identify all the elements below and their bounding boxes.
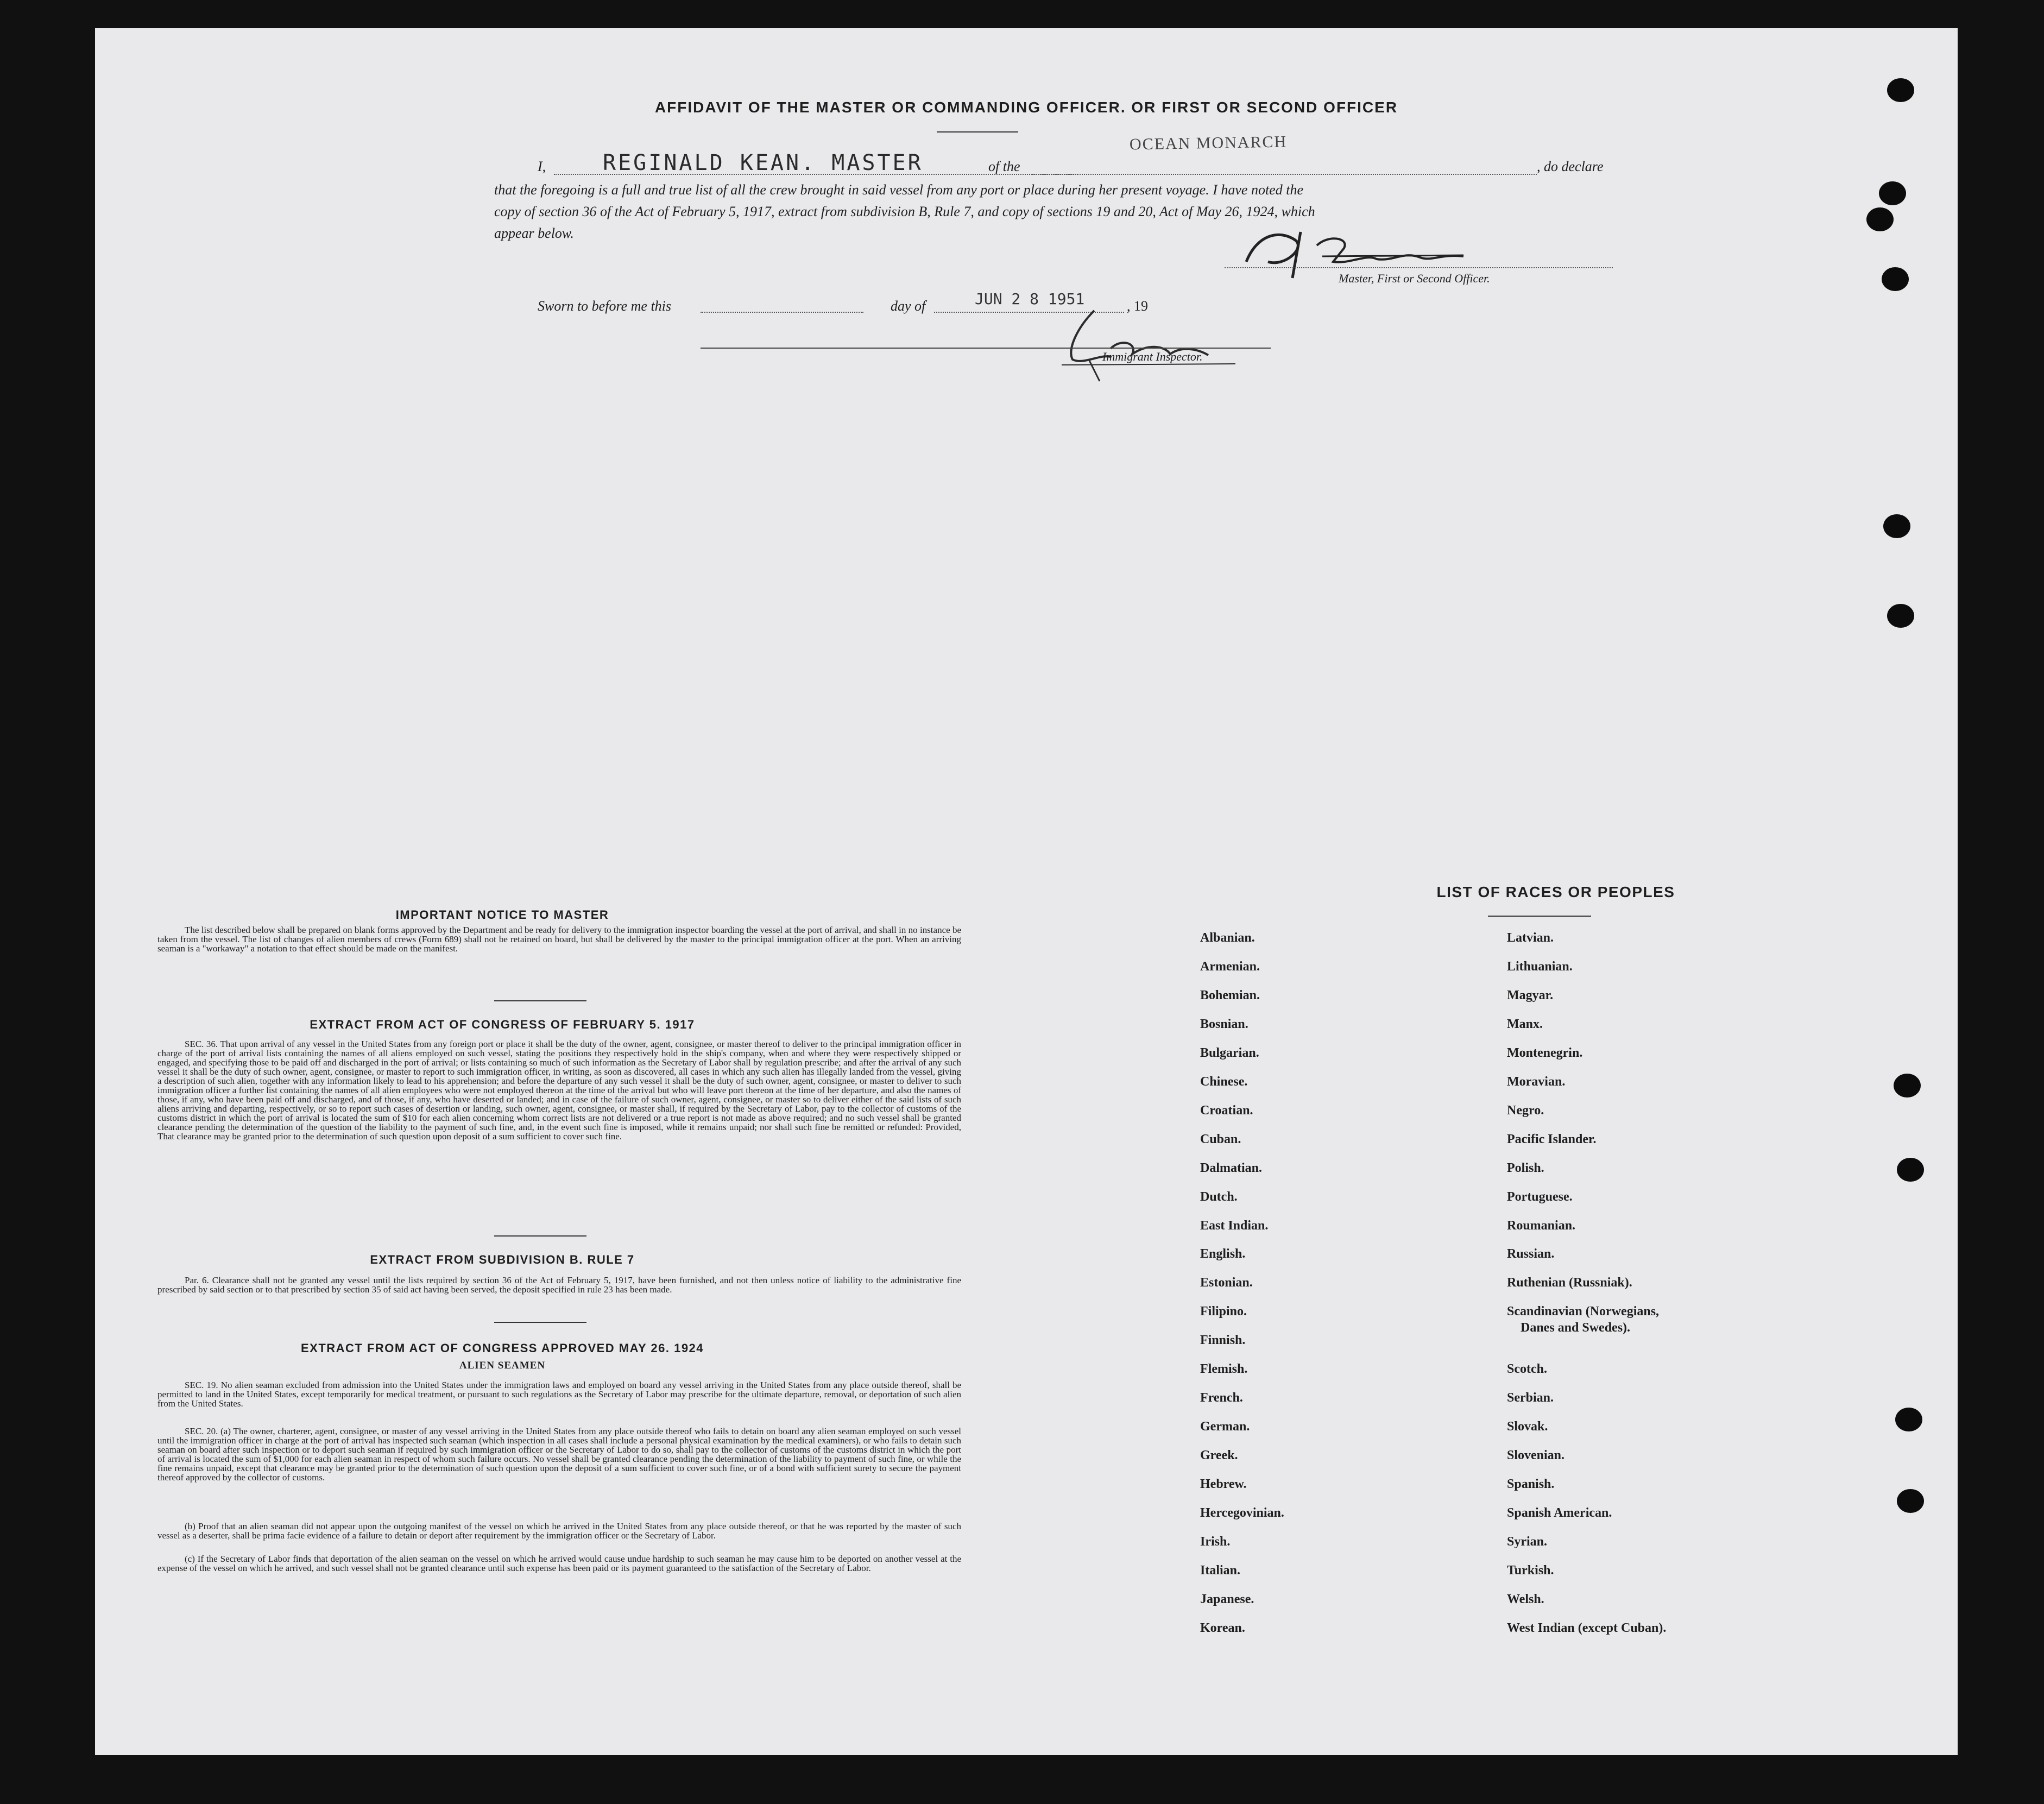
race-item: Serbian. (1507, 1391, 1554, 1405)
extract-1924-sec19: SEC. 19. No alien seaman excluded from admission into the United States under the immigration laws and employed on board any vessel arriving in the United States from any place outside thereof, shall be permitted to land in the United States, except temporarily for medical treatment, or pursuant to such regulations as the Secretary of Labor may prescribe for the ultimate departure, removal, or deportation of such alien from the United States. (157, 1380, 961, 1409)
race-item: Syrian. (1507, 1535, 1548, 1549)
race-item: Slovak. (1507, 1420, 1548, 1434)
document-page (95, 28, 1958, 1755)
races-title: LIST OF RACES OR PEOPLES (1436, 884, 1675, 900)
race-item: Bulgarian. (1200, 1046, 1259, 1060)
race-item: Pacific Islander. (1507, 1132, 1597, 1146)
race-item: Hercegovinian. (1200, 1506, 1284, 1520)
notice-body: The list described below shall be prepared on blank forms approved by the Department and be ready for delivery to the immigration inspector boarding the vessel at the port of arrival, and shall in no instance be taken from the vessel. The list of changes of alien members of crews (Form 689) shall not be retained on board, but shall be delivered by the master to the principal immigration officer at the port. When an arriving seaman is a "workaway" a notation to that effect should be made on the manifest. (157, 925, 961, 954)
race-item: Irish. (1200, 1535, 1231, 1549)
do-declare: , do declare (1537, 159, 1604, 174)
year-prefix: , 19 (1127, 298, 1148, 314)
date-stamp: JUN 2 8 1951 (975, 290, 1085, 308)
punch-hole (1887, 604, 1914, 628)
inspector-signature (1018, 294, 1246, 387)
race-item: Greek. (1200, 1448, 1238, 1462)
vessel-name-stamp: OCEAN MONARCH (1129, 133, 1288, 154)
race-item: Albanian. (1200, 931, 1255, 945)
race-item: Finnish. (1200, 1333, 1246, 1347)
race-item: West Indian (except Cuban). (1507, 1621, 1667, 1635)
race-item: Cuban. (1200, 1132, 1241, 1146)
race-item: Negro. (1507, 1103, 1544, 1118)
race-item: Scotch. (1507, 1362, 1547, 1376)
race-item: Armenian. (1200, 960, 1260, 974)
extract-1924-sec20b: (b) Proof that an alien seaman did not appear upon the outgoing manifest of the vessel on which he arrived in the United States from any place outside thereof, or that he was reported by the master of such vessel as a deserter, shall be prima facie evidence of a failure to detain or deport after requirement by the immigration officer or the Secretary of Labor. (157, 1521, 961, 1541)
affidavit-line-3: copy of section 36 of the Act of February 5, 1917, extract from subdivision B, Rule 7, and copy of sections 19 and 20, Act of May 26, 1924, which (494, 204, 1315, 219)
master-signature-line (1225, 267, 1613, 268)
separator (494, 1000, 586, 1001)
sworn-day-line (701, 312, 863, 313)
race-item: Scandinavian (Norwegians, (1507, 1304, 1660, 1319)
race-item: Bohemian. (1200, 988, 1260, 1002)
race-item: Spanish American. (1507, 1506, 1612, 1520)
vessel-line (1029, 174, 1537, 175)
race-item: Portuguese. (1507, 1190, 1573, 1204)
race-item: French. (1200, 1391, 1243, 1405)
race-item: Roumanian. (1507, 1219, 1576, 1233)
punch-hole (1882, 267, 1909, 291)
race-item: Danes and Swedes). (1521, 1321, 1631, 1335)
race-item: Dutch. (1200, 1190, 1238, 1204)
race-item: Polish. (1507, 1161, 1544, 1175)
punch-hole (1895, 1408, 1922, 1431)
race-item: Korean. (1200, 1621, 1245, 1635)
day-of-label: day of (891, 298, 926, 314)
race-item: Spanish. (1507, 1477, 1555, 1491)
extract-1917-body: SEC. 36. That upon arrival of any vessel in the United States from any foreign port or place it shall be the duty of the owner, agent, consignee, or master thereof to deliver to the principal immigration officer in charge of the port of arrival lists containing the names of all aliens employed on such vessel, stating the positions they respectively hold in the ship's company, when and where they were respectively shipped or engaged, and specifying those to be paid off and discharged in the port of arrival; or lists containing so much of such information as the Secretary of Labor shall by regulation prescribe; and after the arrival of any such vessel it shall be the duty of such owner, agent, consignee, or master to report to such immigration officer, in writing, as soon as discovered, all cases in which any such alien has illegally landed from the vessel, giving a description of such alien, together with any information likely to lead to his apprehension; and before the departure of any such vessel it shall be the duty of such owner, agent, consignee, or master to deliver to such immigration officer a further list containing the names of all alien employees who were not employed thereon at the time of the arrival but who will leave port thereon at the time of her departure, and also the names of those, if any, who have been paid off and discharged, and of those, if any, who have deserted or landed; and in case of the failure of such owner, agent, consignee, or master so to deliver either of the said lists of such aliens arriving and departing, respectively, or so to report such cases of desertion or landing, such owner, agent, consignee, or master shall, if required by the Secretary of Labor, pay to the collector of customs of the customs district in which the port of arrival is located the sum of $10 for each alien concerning whom correct lists are not delivered or a true report is not made as above required; and no such vessel shall be granted clearance pending the determination of the question of the liability to the payment of such fine, and, in the event such fine is imposed, while it remains unpaid; nor shall such fine be remitted or refunded: Provided, That clearance may be granted prior to the determination of such question upon deposit of a sum sufficient to cover such fine. (157, 1039, 961, 1141)
extract-1917-title: EXTRACT FROM ACT OF CONGRESS OF FEBRUARY 5. 1917 (310, 1018, 695, 1031)
punch-hole (1866, 207, 1894, 231)
punch-hole (1897, 1489, 1924, 1513)
punch-hole (1894, 1074, 1921, 1097)
punch-hole (1887, 78, 1914, 102)
affidavit-line-2: that the foregoing is a full and true list of all the crew brought in said vessel from any port or place during her present voyage. I have noted the (494, 182, 1303, 198)
race-item: Welsh. (1507, 1592, 1544, 1606)
punch-hole (1883, 514, 1910, 538)
separator (494, 1322, 586, 1323)
separator (494, 1235, 586, 1237)
race-item: Estonian. (1200, 1276, 1253, 1290)
race-item: Magyar. (1507, 988, 1554, 1002)
race-item: Lithuanian. (1507, 960, 1573, 974)
title-rule (937, 131, 1018, 133)
of-the-label: of the (988, 159, 1020, 174)
race-item: Russian. (1507, 1247, 1555, 1261)
i-label: I, (538, 159, 546, 174)
race-item: Italian. (1200, 1563, 1241, 1578)
extract-rule7-title: EXTRACT FROM SUBDIVISION B. RULE 7 (370, 1253, 635, 1266)
race-item: Moravian. (1507, 1075, 1566, 1089)
race-item: Dalmatian. (1200, 1161, 1262, 1175)
race-item: Latvian. (1507, 931, 1554, 945)
affidavit-title: AFFIDAVIT OF THE MASTER OR COMMANDING OFFICER. OR FIRST OR SECOND OFFICER (654, 99, 1398, 116)
punch-hole (1879, 181, 1906, 205)
race-item: East Indian. (1200, 1219, 1269, 1233)
extract-1924-subtitle: ALIEN SEAMEN (459, 1360, 546, 1371)
race-item: Japanese. (1200, 1592, 1254, 1606)
punch-hole (1897, 1158, 1924, 1182)
race-item: English. (1200, 1247, 1246, 1261)
master-caption: Master, First or Second Officer. (1339, 272, 1490, 285)
race-item: Bosnian. (1200, 1017, 1248, 1031)
extract-1924-sec20c: (c) If the Secretary of Labor finds that deportation of the alien seaman on the vessel on which he arrived would cause undue hardship to such seaman he may cause him to be deported on another vessel at the expense of the vessel on which he arrived, and such vessel shall not be granted clearance until such expense has been paid or its payment guaranteed to the satisfaction of the Secretary of Labor. (157, 1554, 961, 1573)
race-item: Hebrew. (1200, 1477, 1247, 1491)
affidavit-line-4: appear below. (494, 225, 574, 241)
race-item: Croatian. (1200, 1103, 1253, 1118)
races-title-rule (1488, 916, 1591, 917)
inspector-signature-line (701, 348, 1271, 349)
sworn-label: Sworn to before me this (538, 298, 672, 314)
race-item: Manx. (1507, 1017, 1543, 1031)
inspector-caption: Immigrant Inspector. (1102, 350, 1203, 363)
race-item: German. (1200, 1420, 1250, 1434)
notice-title: IMPORTANT NOTICE TO MASTER (395, 908, 609, 922)
extract-1924-sec20a: SEC. 20. (a) The owner, charterer, agent, consignee, or master of any vessel arriving in the United States from any place outside thereof who fails to detain on board any alien seaman employed on such vessel until the immigration officer in charge at the port of arrival has inspected such seaman (which inspection in all cases shall include a personal physical examination by the medical examiners), or who fails to detain such seaman on board after such inspection or to deport such seaman if required by such immigration officer or the Secretary of Labor to do so, shall pay to the collector of customs of the customs district in which the port of arrival is located the sum of $1,000 for each alien seaman in respect of whom such failure occurs. No vessel shall be granted clearance pending the determination of the liability to payment of such fine, or while the fine remains unpaid, except that clearance may be granted prior to the determination of such question upon the deposit of a sum sufficient to cover such fine, or of a bond with sufficient surety to secure the payment thereof approved by the collector of customs. (157, 1426, 961, 1483)
extract-1924-title: EXTRACT FROM ACT OF CONGRESS APPROVED MAY 26. 1924 (300, 1341, 704, 1355)
race-item: Ruthenian (Russniak). (1507, 1276, 1632, 1290)
race-item: Slovenian. (1507, 1448, 1565, 1462)
race-item: Chinese. (1200, 1075, 1248, 1089)
extract-rule7-body: Par. 6. Clearance shall not be granted any vessel until the lists required by section 36 of the Act of February 5, 1917, have been furnished, and not then unless notice of liability to the administrative fine prescribed by said section or to that prescribed by section 35 of said act having been served, the deposit specified in rule 23 has been made. (157, 1275, 961, 1295)
race-item: Flemish. (1200, 1362, 1248, 1376)
master-name: REGINALD KEAN. MASTER (603, 150, 923, 175)
race-item: Filipino. (1200, 1304, 1247, 1319)
race-item: Turkish. (1507, 1563, 1554, 1578)
race-item: Montenegrin. (1507, 1046, 1583, 1060)
